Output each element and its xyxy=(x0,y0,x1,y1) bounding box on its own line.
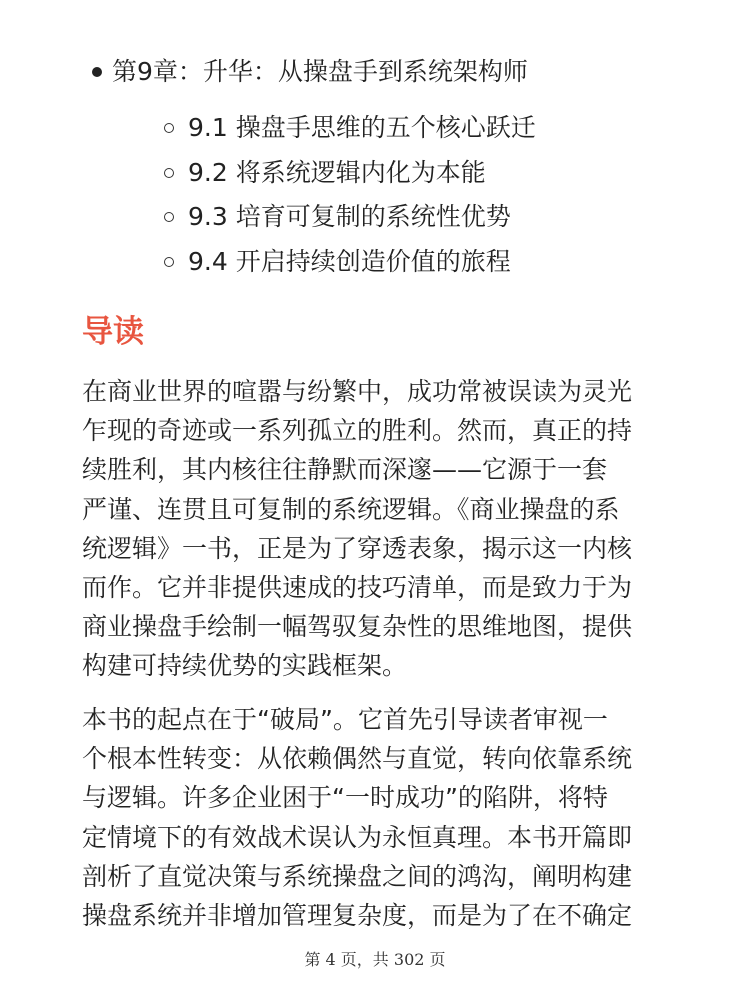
paragraph-line: 商业操盘手绘制一幅驾驭复杂性的思维地图，提供 xyxy=(82,612,633,642)
paragraph-line: 剖析了直觉决策与系统操盘之间的鸿沟，阐明构建 xyxy=(82,861,633,891)
circle-bullet-icon xyxy=(164,212,174,222)
intro-paragraph-1 xyxy=(82,372,682,686)
toc-chapter-label: 第9章：升华：从操盘手到系统架构师 xyxy=(112,57,528,86)
paragraph-line: 操盘系统并非增加管理复杂度，而是为了在不确定 xyxy=(82,901,633,931)
intro-paragraph-2 xyxy=(82,700,682,935)
paragraph-line: 构建可持续优势的实践框架。 xyxy=(82,651,408,681)
paragraph-line: 统逻辑》一书，正是为了穿透表象，揭示这一内核 xyxy=(82,533,633,563)
toc-section-label: 9.4 开启持续创造价值的旅程 xyxy=(188,246,511,276)
toc-section-list xyxy=(164,106,536,284)
toc-section-label: 9.2 将系统逻辑内化为本能 xyxy=(188,157,486,187)
circle-bullet-icon xyxy=(164,168,174,178)
circle-bullet-icon xyxy=(164,257,174,267)
toc-section-item[interactable] xyxy=(164,106,536,151)
paragraph-line: 严谨、连贯且可复制的系统逻辑。《商业操盘的系 xyxy=(82,494,620,524)
toc-section-item[interactable] xyxy=(164,195,536,240)
toc-section-item[interactable] xyxy=(164,240,536,285)
paragraph-line: 续胜利，其内核往往静默而深邃——它源于一套 xyxy=(82,455,608,485)
toc-section-item[interactable] xyxy=(164,151,536,196)
paragraph-line: 乍现的奇迹或一系列孤立的胜利。然而，真正的持 xyxy=(82,416,633,446)
toc-section-label: 9.1 操盘手思维的五个核心跃迁 xyxy=(188,113,536,142)
paragraph-line: 个根本性转变：从依赖偶然与直觉，转向依靠系统 xyxy=(82,744,633,774)
disc-bullet-icon xyxy=(92,67,102,77)
paragraph-line: 而作。它并非提供速成的技巧清单，而是致力于为 xyxy=(82,573,633,603)
paragraph-line: 与逻辑。许多企业困于“一时成功”的陷阱，将特 xyxy=(82,783,608,813)
page-number-footer: 第 4 页，共 302 页 xyxy=(304,950,446,969)
paragraph-line: 本书的起点在于“破局”。它首先引导读者审视一 xyxy=(82,705,608,734)
paragraph-line: 在商业世界的喧嚣与纷繁中，成功常被误读为灵光 xyxy=(82,377,633,406)
section-heading: 导读 xyxy=(82,314,144,350)
toc-section-label: 9.3 培育可复制的系统性优势 xyxy=(188,202,511,231)
toc-chapter-item[interactable] xyxy=(112,50,528,94)
paragraph-line: 定情境下的有效战术误认为永恒真理。本书开篇即 xyxy=(82,822,633,852)
circle-bullet-icon xyxy=(164,123,174,133)
